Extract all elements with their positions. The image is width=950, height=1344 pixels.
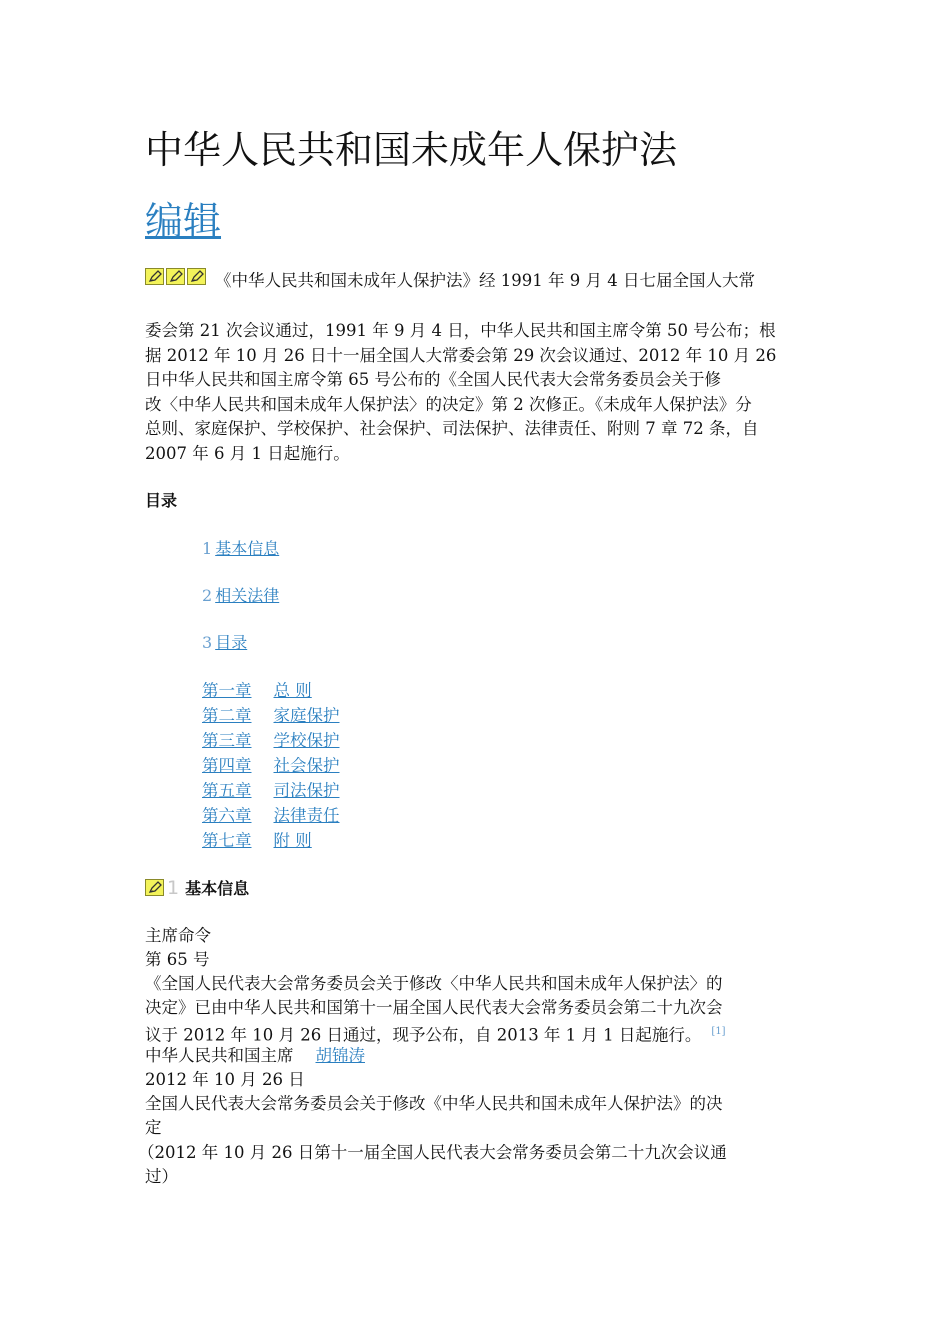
president-label: 中华人民共和国主席	[145, 1046, 294, 1065]
toc-item-basic-info	[202, 538, 279, 560]
chapter-number: 第六章	[202, 806, 252, 825]
reference-link[interactable]: [1]	[711, 1026, 726, 1037]
intro-line: 改〈中华人民共和国未成年人保护法〉的决定》第 2 次修正。《未成年人保护法》分	[145, 394, 752, 414]
toc-item-related-law	[202, 585, 279, 607]
chapter-name: 法律责任	[273, 806, 340, 825]
toc-item-number: 3	[202, 633, 213, 652]
page-title: 中华人民共和国未成年人保护法	[145, 128, 678, 172]
body-line: 《全国人民代表大会常务委员会关于修改〈中华人民共和国未成年人保护法〉的	[145, 974, 723, 993]
chapter-link[interactable]	[202, 728, 340, 753]
section-heading-basic-info	[145, 876, 249, 899]
chapter-link[interactable]	[202, 753, 340, 778]
toc-heading: 目录	[145, 491, 178, 510]
chapter-link[interactable]	[202, 828, 312, 853]
chapter-name: 司法保护	[273, 781, 340, 800]
edit-link[interactable]: 编辑	[145, 199, 222, 243]
president-line	[145, 1044, 365, 1068]
body-line: 主席命令	[145, 926, 211, 945]
chapter-link[interactable]	[202, 678, 312, 703]
chapter-number: 第七章	[202, 831, 252, 850]
decision-title-line: 定	[145, 1118, 162, 1137]
chapter-link[interactable]	[202, 803, 340, 828]
chapter-number: 第二章	[202, 706, 252, 725]
edit-icon-group	[145, 268, 206, 285]
adoption-note-line: 过）	[145, 1167, 178, 1186]
chapter-name: 社会保护	[273, 756, 340, 775]
intro-paragraph	[145, 319, 810, 467]
chapter-name: 总 则	[273, 681, 312, 700]
body-line: 第 65 号	[145, 950, 210, 969]
body-line: 决定》已由中华人民共和国第十一届全国人民代表大会常务委员会第二十九次会	[145, 998, 723, 1017]
president-name-link[interactable]: 胡锦涛	[315, 1046, 365, 1065]
intro-line: 委会第 21 次会议通过，1991 年 9 月 4 日，中华人民共和国主席令第 50 号公布；根	[145, 321, 776, 340]
intro-line: 日中华人民共和国主席令第 65 号公布的《全国人民代表大会常务委员会关于修	[145, 370, 721, 390]
toc-item-number: 2	[202, 586, 213, 605]
edit-pen-icon[interactable]	[145, 268, 164, 285]
chapter-number: 第一章	[202, 681, 252, 700]
chapter-link[interactable]	[202, 703, 340, 728]
toc-item-contents	[202, 632, 247, 654]
intro-line: 据 2012 年 10 月 26 日十一届全国人大常委会第 29 次会议通过、2012 年 10 月 26	[145, 345, 777, 365]
intro-line: 总则、家庭保护、学校保护、社会保护、司法保护、法律责任、附则 7 章 72 条，自	[145, 419, 759, 439]
chapter-number: 第三章	[202, 731, 252, 750]
date-line: 2012 年 10 月 26 日	[145, 1070, 305, 1089]
chapter-name: 家庭保护	[273, 706, 340, 725]
chapter-name: 附 则	[273, 831, 312, 850]
edit-pen-icon[interactable]	[187, 268, 206, 285]
body-text: 议于 2012 年 10 月 26 日通过，现予公布，自 2013 年 1 月 1 日起施行。	[145, 1025, 702, 1045]
chapter-link[interactable]	[202, 778, 340, 803]
intro-first-line: 《中华人民共和国未成年人保护法》经 1991 年 9 月 4 日七届全国人大常	[215, 271, 755, 290]
toc-link-basic-info[interactable]: 基本信息	[215, 539, 280, 558]
toc-link-contents[interactable]: 目录	[215, 633, 248, 652]
decision-title-line: 全国人民代表大会常务委员会关于修改《中华人民共和国未成年人保护法》的决	[145, 1094, 723, 1113]
edit-pen-icon[interactable]	[166, 268, 185, 285]
chapter-number: 第四章	[202, 756, 252, 775]
chapter-number: 第五章	[202, 781, 252, 800]
edit-pen-icon[interactable]	[145, 879, 164, 896]
chapter-name: 学校保护	[273, 731, 340, 750]
toc-item-number: 1	[202, 539, 213, 558]
adoption-note-line: （2012 年 10 月 26 日第十一届全国人民代表大会常务委员会第二十九次会议通	[138, 1143, 727, 1162]
section-number: 1	[167, 876, 180, 899]
section-title: 基本信息	[185, 879, 250, 898]
intro-line: 2007 年 6 月 1 日起施行。	[145, 443, 350, 463]
toc-link-related-law[interactable]: 相关法律	[215, 586, 280, 605]
